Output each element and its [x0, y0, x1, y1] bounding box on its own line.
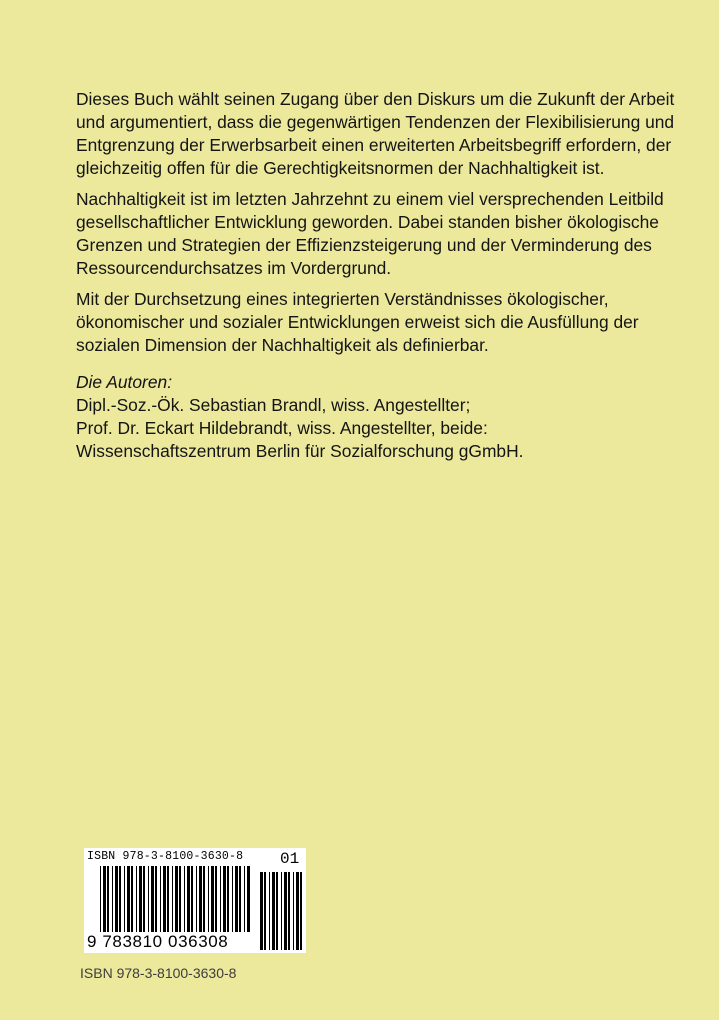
- barcode-bar: [155, 866, 157, 932]
- barcode-bar: [127, 866, 130, 932]
- barcode-bar: [296, 872, 299, 950]
- barcode-bar: [211, 866, 214, 932]
- author-line-1: Dipl.-Soz.-Ök. Sebastian Brandl, wiss. Angestellter;: [76, 395, 471, 415]
- barcode-bar: [136, 866, 137, 932]
- barcode-bar: [272, 872, 275, 950]
- barcode-bar: [143, 866, 145, 932]
- barcode-bar: [184, 866, 185, 932]
- author-line-3: Wissenschaftszentrum Berlin für Sozialforschung gGmbH.: [76, 441, 524, 461]
- barcode-bar: [119, 866, 121, 932]
- authors-section: [76, 371, 676, 463]
- barcode-isbn-label: ISBN 978-3-8100-3630-8: [87, 850, 244, 863]
- barcode-bar: [276, 872, 278, 950]
- barcode-bar: [115, 866, 118, 932]
- barcode-bar: [203, 866, 205, 932]
- barcode-bar: [284, 872, 287, 950]
- barcode-bar: [151, 866, 154, 932]
- authors-heading: Die Autoren:: [76, 372, 173, 392]
- barcode-digits: 9 783810 036308: [87, 932, 229, 951]
- barcode-bar: [281, 872, 282, 950]
- barcode-bar: [167, 866, 169, 932]
- barcode-bar: [191, 866, 193, 932]
- barcode-bar: [227, 866, 229, 932]
- barcode-bar: [196, 866, 197, 932]
- footer-isbn: ISBN 978-3-8100-3630-8: [80, 965, 237, 981]
- barcode-bar: [175, 866, 178, 932]
- barcode-bar: [112, 866, 113, 932]
- back-cover-text: [76, 88, 676, 463]
- barcode-bar: [264, 872, 266, 950]
- barcode-bar: [235, 866, 238, 932]
- barcode-bar: [220, 866, 221, 932]
- barcode-bar: [247, 866, 250, 932]
- barcode-bar: [148, 866, 149, 932]
- barcode-bar: [269, 872, 270, 950]
- barcode-bar: [131, 866, 133, 932]
- barcode-bar: [288, 872, 290, 950]
- barcode-bar: [163, 866, 166, 932]
- author-line-2: Prof. Dr. Eckart Hildebrandt, wiss. Angestellter, beide:: [76, 418, 488, 438]
- barcode-bar: [139, 866, 142, 932]
- paragraph-3: Mit der Durchsetzung eines integrierten Verständnisses ökologischer, ökonomischer und sozialer Entwicklungen erweist sich die Ausfüllung der sozialen Dimension der Nachhaltigkeit als definierbar.: [76, 289, 639, 355]
- barcode-bar: [100, 866, 101, 932]
- barcode-bar: [199, 866, 202, 932]
- barcode-bar: [160, 866, 161, 932]
- barcode-bar: [300, 872, 302, 950]
- barcode-bar: [223, 866, 226, 932]
- paragraph-2: Nachhaltigkeit ist im letzten Jahrzehnt zu einem viel versprechenden Leitbild gesellschaftlicher Entwicklung geworden. Dabei standen bisher ökologische Grenzen und Strategien der Effizienzsteigerung und der Verminderung des Ressourcendurchsatzes im Vordergrund.: [76, 189, 664, 278]
- barcode-addon-number: 01: [280, 850, 300, 868]
- barcode-bar: [208, 866, 209, 932]
- barcode-bar: [293, 872, 294, 950]
- barcode-bar: [244, 866, 245, 932]
- barcode-bar: [124, 866, 125, 932]
- barcode-bar: [187, 866, 190, 932]
- barcode-bar: [172, 866, 173, 932]
- barcode-bar: [215, 866, 217, 932]
- barcode-bar: [179, 866, 181, 932]
- isbn-barcode: [84, 848, 306, 953]
- barcode-bar: [239, 866, 241, 932]
- barcode-bar: [107, 866, 109, 932]
- barcode-bar: [103, 866, 106, 932]
- barcode-bar: [260, 872, 263, 950]
- barcode-bar: [232, 866, 233, 932]
- paragraph-1: Dieses Buch wählt seinen Zugang über den Diskurs um die Zukunft der Arbeit und argumentiert, dass die gegenwärtigen Tendenzen der Flexibilisierung und Entgrenzung der Erwerbsarbeit einen erweiterten Arbeitsbegriff erfordern, der gleichzeitig offen für die Gerechtigkeitsnormen der Nachhaltigkeit ist.: [76, 89, 675, 178]
